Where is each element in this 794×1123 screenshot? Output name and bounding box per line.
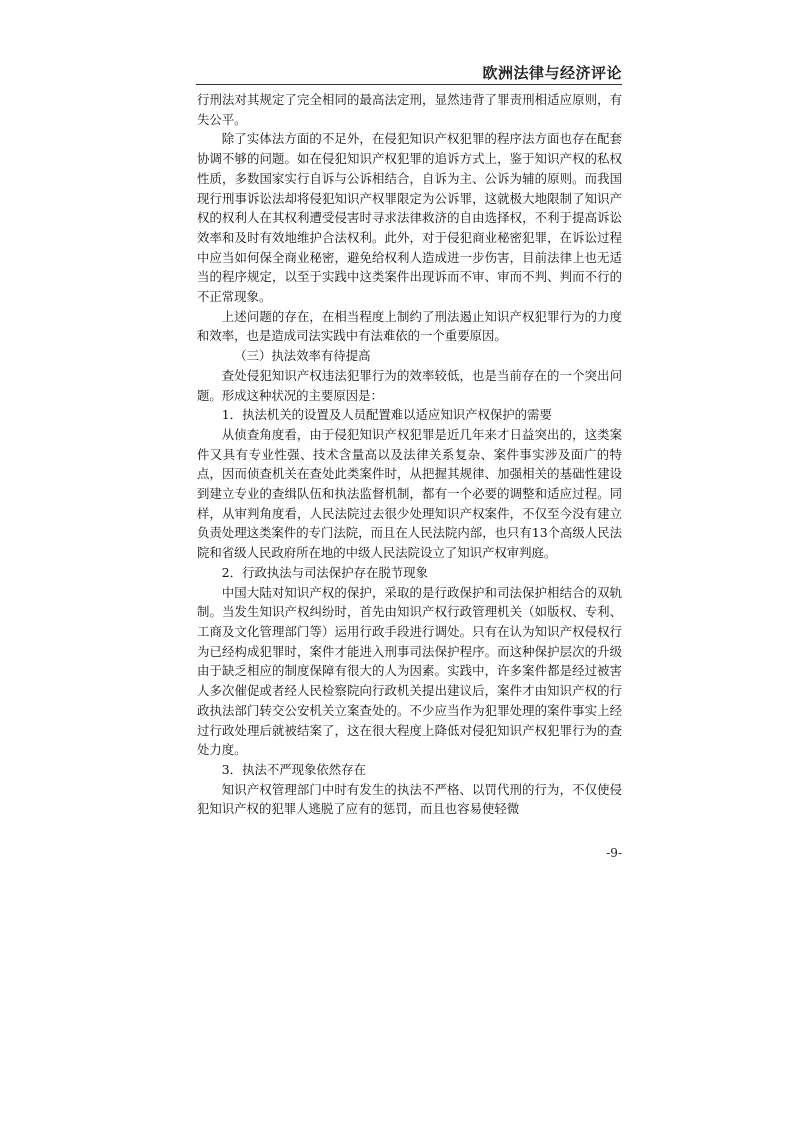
paragraph: 查处侵犯知识产权违法犯罪行为的效率较低，也是当前存在的一个突出问题。形成这种状况的主要原因是： [197, 367, 622, 403]
body-text [197, 90, 622, 819]
running-title: 欧洲法律与经济评论 [482, 64, 622, 82]
section-heading: （三）执法效率有待提高 [234, 348, 371, 364]
header-rule [196, 84, 622, 85]
paragraph: 从侦查角度看，由于侵犯知识产权犯罪是近几年来才日益突出的，这类案件又具有专业性强、技术含量高以及法律关系复杂、案件事实涉及面广的特点，因而侦查机关在查处此类案件时，从把握其规律、加强相关的基础性建设到建立专业的查缉队伍和执法监督机制，都有一个必要的调整和适应过程。同样，从审判角度看，人民法院过去很少处理知识产权案件，不仅至今没有建立负责处理这类案件的专门法院，而且在人民法院内部，也只有13个高级人民法院和省级人民政府所在地的中级人民法院设立了知识产权审判庭。 [197, 426, 622, 561]
subsection-heading: 3．执法不严现象依然存在 [221, 761, 366, 777]
paragraph: 中国大陆对知识产权的保护，采取的是行政保护和司法保护相结合的双轨制。当发生知识产权纠纷时，首先由知识产权行政管理机关（如版权、专利、工商及文化管理部门等）运用行政手段进行调处。只有在认为知识产权侵权行为已经构成犯罪时，案件才能进入刑事司法保护程序。而这种保护层次的升级由于缺乏相应的制度保障有很大的人为因素。实践中，许多案件都是经过被害人多次催促或者经人民检察院向行政机关提出建议后，案件才由知识产权的行政执法部门转交公安机关立案查处的。不少应当作为犯罪处理的案件事实上经过行政处理后就被结案了，这在很大程度上降低对侵犯知识产权犯罪行为的查处力度。 [197, 584, 622, 758]
paragraph: 上述问题的存在，在相当程度上制约了刑法遏止知识产权犯罪行为的力度和效率，也是造成司法实践中有法难依的一个重要原因。 [197, 308, 622, 344]
subsection-heading: 2．行政执法与司法保护存在脱节现象 [221, 564, 428, 580]
subsection-heading: 1．执法机关的设置及人员配置难以适应知识产权保护的需要 [221, 407, 552, 423]
paragraph: 知识产权管理部门中时有发生的执法不严格、以罚代刑的行为，不仅使侵犯知识产权的犯罪人逃脱了应有的惩罚，而且也容易使轻微 [197, 781, 622, 817]
paragraph: 除了实体法方面的不足外，在侵犯知识产权犯罪的程序法方面也存在配套协调不够的问题。如在侵犯知识产权犯罪的追诉方式上，鉴于知识产权的私权性质，多数国家实行自诉与公诉相结合，自诉为主、公诉为辅的原则。而我国现行刑事诉讼法却将侵犯知识产权罪限定为公诉罪，这就极大地限制了知识产权的权利人在其权利遭受侵害时寻求法律救济的自由选择权，不利于提高诉讼效率和及时有效地维护合法权利。此外，对于侵犯商业秘密犯罪，在诉讼过程中应当如何保全商业秘密，避免给权利人造成进一步伤害，目前法律上也无适当的程序规定，以至于实践中这类案件出现诉而不审、审而不判、判而不行的不正常现象。 [197, 131, 622, 305]
page-number: -9- [606, 846, 622, 860]
paragraph-continuation: 行刑法对其规定了完全相同的最高法定刑，显然违背了罪责刑相适应原则，有失公平。 [197, 92, 622, 127]
